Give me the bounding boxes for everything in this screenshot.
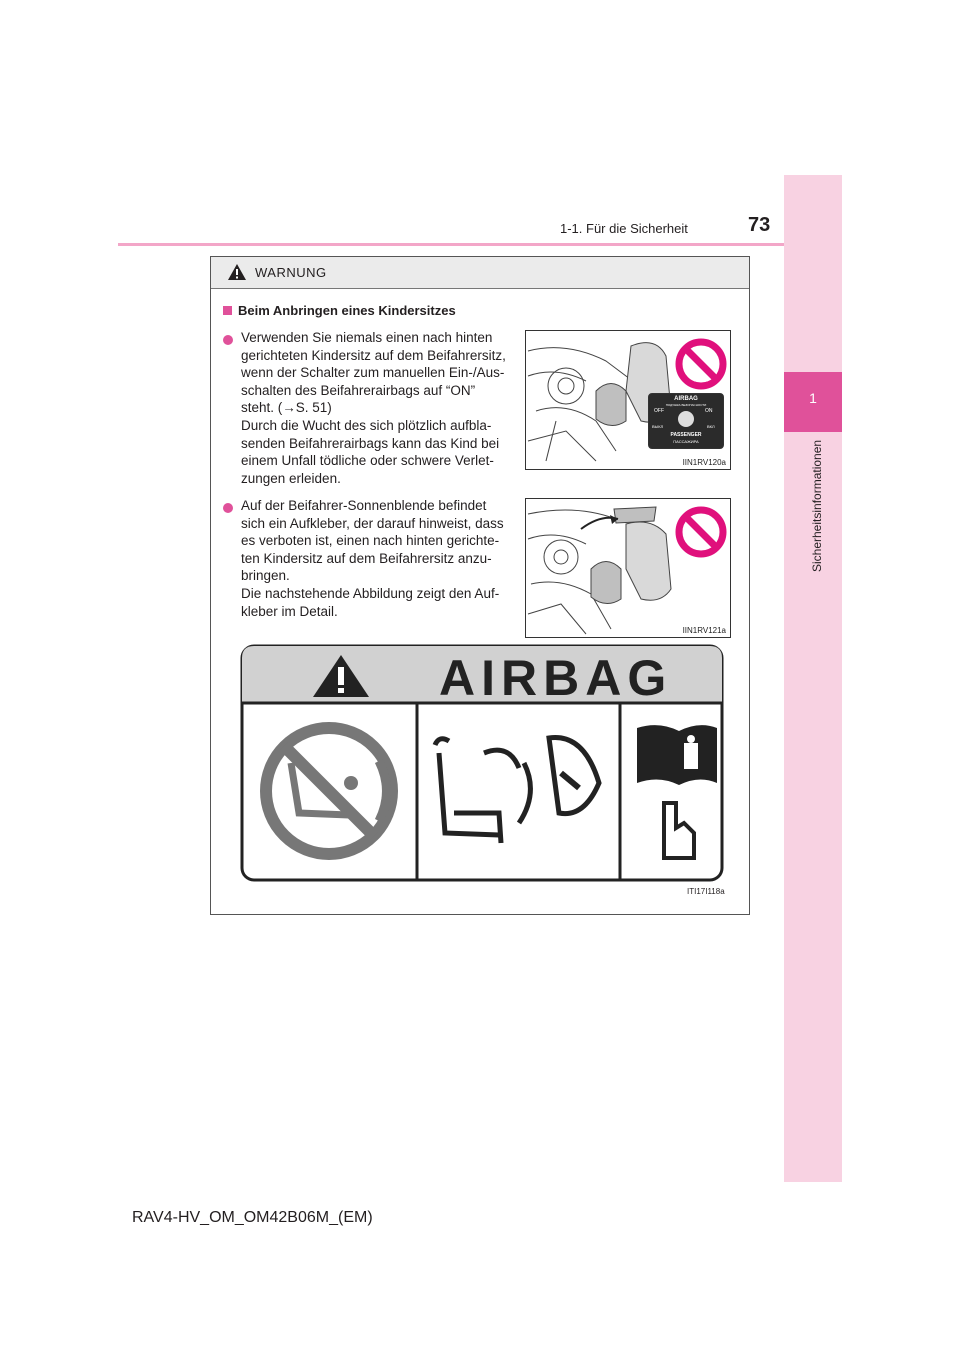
text-line: bringen. — [241, 568, 290, 584]
airbag-switch-panel — [648, 393, 724, 449]
chapter-number: 1 — [809, 390, 817, 406]
bullet-dot-icon — [223, 335, 233, 345]
bullet-dot-icon — [223, 503, 233, 513]
chapter-label: Sicherheitsinformationen — [810, 440, 824, 573]
prohibited-icon — [674, 505, 728, 559]
switch-passenger-label: PASSENGER — [670, 432, 702, 438]
prohibited-icon — [674, 337, 728, 391]
text-line: wenn der Schalter zum manuellen Ein-/Aus- — [241, 365, 505, 381]
figure-rear-facing-seat-airbag-on — [525, 330, 731, 470]
text-line: es verboten ist, einen nach hinten gerichte- — [241, 533, 500, 549]
square-bullet-icon — [223, 306, 232, 315]
text-line: Durch die Wucht des sich plötzlich aufbla- — [241, 417, 492, 433]
header-section-title: 1-1. Für die Sicherheit — [560, 221, 688, 236]
switch-on-ru-label: ВКЛ — [707, 424, 715, 429]
warning-header — [211, 257, 749, 289]
warning-title: WARNUNG — [255, 265, 327, 280]
text-line: steht. (→S. 51) — [241, 400, 332, 416]
text-line: kleber im Detail. — [241, 603, 338, 619]
warning-subheading — [223, 303, 456, 318]
bullet-text-2 — [241, 497, 517, 620]
header-divider — [118, 243, 784, 246]
text-line: Die nachstehende Abbildung zeigt den Auf- — [241, 585, 500, 601]
airbag-sticker-figure — [239, 643, 725, 903]
switch-off-label: OFF — [654, 408, 664, 414]
figure-sun-visor-sticker — [525, 498, 731, 638]
text-line: Verwenden Sie niemals einen nach hinten — [241, 330, 493, 345]
text-line: schalten des Beifahrerairbags auf “ON” — [241, 382, 476, 398]
warning-triangle-icon — [227, 263, 247, 281]
switch-off-ru-label: ВЫКЛ — [652, 424, 664, 429]
warning-box — [210, 256, 750, 915]
text-line: gerichteten Kindersitz auf dem Beifahrersitz, — [241, 347, 506, 363]
text-line: ten Kindersitz auf dem Beifahrersitz anzu- — [241, 550, 492, 566]
switch-on-label: ON — [705, 408, 713, 414]
text-line: senden Beifahrerairbags kann das Kind bei — [241, 435, 500, 451]
switch-brand-label: AIRBAG — [674, 396, 698, 402]
document-footer-code: RAV4-HV_OM_OM42B06M_(EM) — [132, 1209, 373, 1226]
text-line: Auf der Beifahrer-Sonnenblende befindet — [241, 498, 487, 513]
switch-passenger-ru-label: ПАССАЖИРА — [673, 439, 699, 444]
text-line: sich ein Aufkleber, der darauf hinweist, dass — [241, 515, 504, 531]
figure-code: IIN1RV121a — [682, 626, 726, 635]
page-number: 73 — [748, 214, 771, 236]
figure-code: ITI17I118a — [687, 887, 725, 896]
sticker-airbag-title: AIRBAG — [439, 650, 673, 706]
bullet-text-1 — [241, 329, 517, 487]
figure-code: IIN1RV120a — [682, 458, 726, 467]
chapter-side-tab — [784, 175, 842, 1182]
key-slot-icon — [678, 411, 694, 427]
text-line: zungen erleiden. — [241, 470, 341, 486]
warning-subheading-text: Beim Anbringen eines Kindersitzes — [238, 303, 456, 318]
switch-subtitle-label: ПОДУШКА БЕЗОПАСНОСТИ — [665, 403, 707, 407]
text-line: einem Unfall tödliche oder schwere Verlet- — [241, 453, 494, 469]
